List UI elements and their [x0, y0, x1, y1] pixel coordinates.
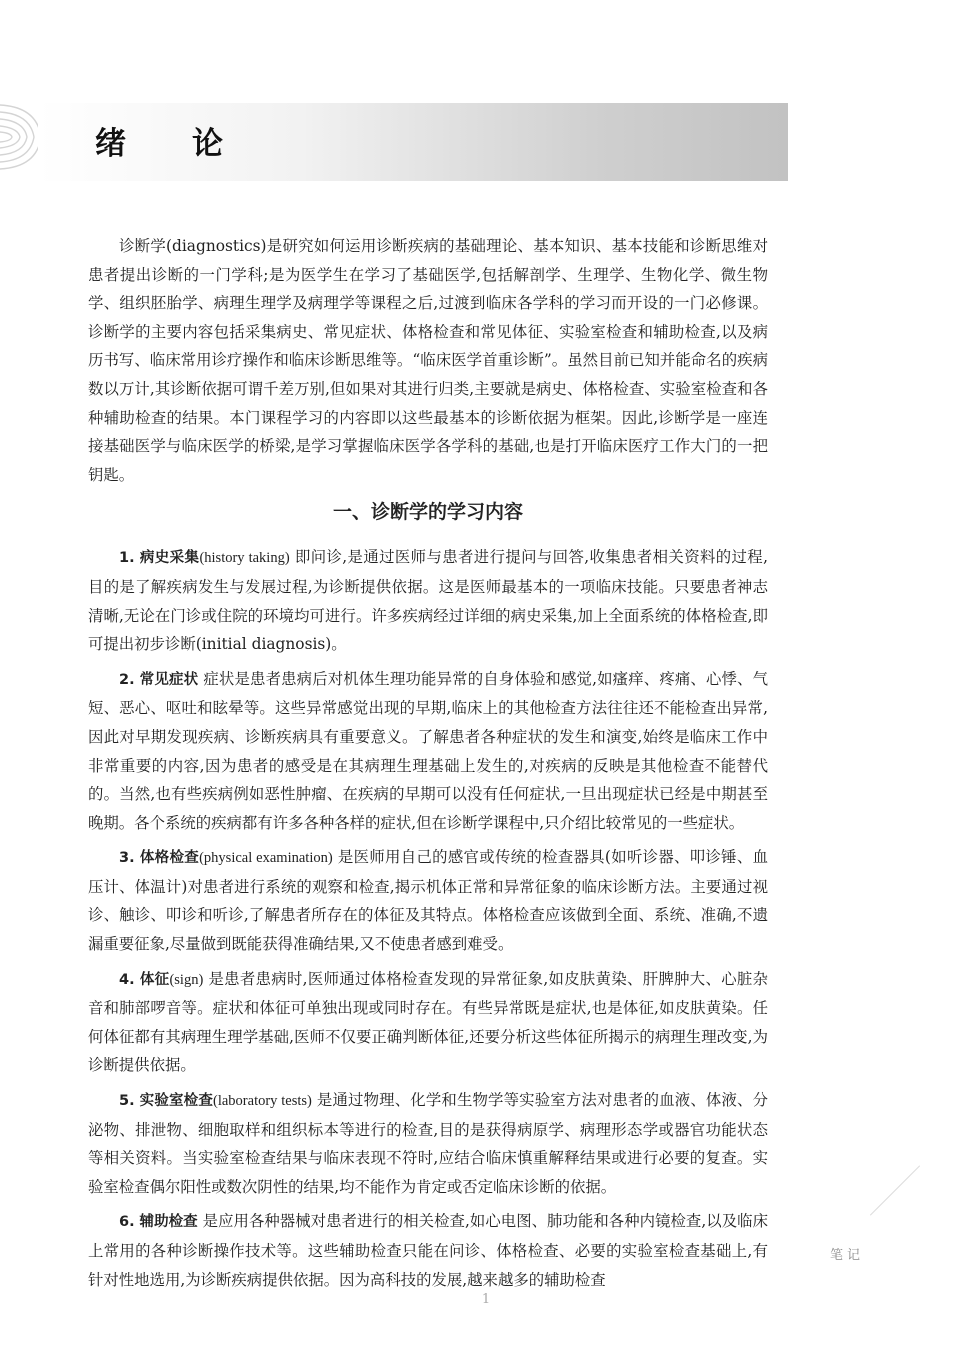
margin-note-label: 笔记 — [830, 1248, 865, 1263]
item-name: 体格检查 — [139, 850, 200, 867]
margin-note-line — [870, 1165, 920, 1215]
page-number: 1 — [481, 1292, 491, 1307]
section-heading: 一、诊断学的学习内容 — [332, 501, 523, 524]
page-body — [88, 232, 768, 1300]
item-name: 体征 — [139, 971, 170, 988]
item-text: 即问诊,是通过医师与患者进行提问与回答,收集患者相关资料的过程,目的是了解疾病发生与发展过程,为诊断提供依据。这是医师最基本的一项临床技能。只要患者神志清晰,无论在门诊或住院的环境均可进行。许多疾病经过详细的病史采集,加上全面系统的体格检查,即可提出初步诊断(initial diagnosis)。 — [88, 548, 768, 654]
item-number: 6. — [119, 1214, 135, 1231]
item-term: (history taking) — [199, 550, 290, 567]
item-text: 是应用各种器械对患者进行的相关检查,如心电图、肺功能和各种内镜检查,以及临床上常用的各种诊断操作技术等。这些辅助检查只能在问诊、体格检查、必要的实验室检查基础上,有针对性地选用,为诊断疾病提供依据。因为高科技的发展,越来越多的辅助检查 — [88, 1212, 768, 1289]
chapter-title — [95, 118, 223, 163]
item-number: 4. — [119, 971, 135, 988]
item-paragraph — [88, 1086, 768, 1201]
item-name: 实验室检查 — [139, 1093, 214, 1110]
item-text: 是患者患病时,医师通过体格检查发现的异常征象,如皮肤黄染、肝脾肿大、心脏杂音和肺部啰音等。症状和体征可单独出现或同时存在。有些异常既是症状,也是体征,如皮肤黄染。任何体征都有其病理生理学基础,医师不仅要正确判断体征,还要分析这些体征所揭示的病理生理改变,为诊断提供依据。 — [88, 969, 768, 1075]
item-name: 病史采集 — [139, 550, 200, 567]
item-number: 2. — [119, 671, 135, 688]
item-number: 3. — [119, 850, 135, 867]
item-term: (sign) — [169, 971, 204, 988]
item-name: 常见症状 — [139, 671, 199, 688]
item-paragraph — [88, 1207, 768, 1294]
item-paragraph — [88, 543, 768, 658]
intro-paragraph: 诊断学(diagnostics)是研究如何运用诊断疾病的基础理论、基本知识、基本技能和诊断思维对患者提出诊断的一门学科;是为医学生在学习了基础医学,包括解剖学、生理学、生物化学、微生物学、组织胚胎学、病理生理学及病理学等课程之后,过渡到临床各学科的学习而开设的一门必修课。诊断学的主要内容包括采集病史、常见症状、体格检查和常见体征、实验室检查和辅助检查,以及病历书写、临床常用诊疗操作和临床诊断思维等。“临床医学首重诊断”。虽然目前已知并能命名的疾病数以万计,其诊断依据可谓千差万别,但如果对其进行归类,主要就是病史、体格检查、实验室检查和各种辅助检查的结果。本门课程学习的内容即以这些最基本的诊断依据为框架。因此,诊断学是一座连接基础医学与临床医学的桥梁,是学习掌握临床医学各学科的基础,也是打开临床医疗工作大门的一把钥匙。 — [88, 237, 768, 484]
item-text: 是通过物理、化学和生物学等实验室方法对患者的血液、体液、分泌物、排泄物、细胞取样和组织标本等进行的检查,目的是获得病原学、病理形态学或器官功能状态等相关资料。当实验室检查结果与临床表现不符时,应结合临床慎重解释结果或进行必要的复查。实验室检查偶尔阳性或数次阴性的结果,均不能作为肯定或否定临床诊断的依据。 — [88, 1091, 768, 1196]
item-term: (laboratory tests) — [213, 1093, 312, 1110]
item-paragraph — [88, 843, 768, 958]
chapter-title-char-1: 绪 — [95, 126, 126, 162]
item-number: 5. — [119, 1093, 135, 1110]
item-text: 是医师用自己的感官或传统的检查器具(如听诊器、叩诊锤、血压计、体温计)对患者进行系统的观察和检查,揭示机体正常和异常征象的临床诊断方法。主要通过视诊、触诊、叩诊和听诊,了解患者所存在的体征及其特点。体格检查应该做到全面、系统、准确,不遗漏重要征象,尽量做到既能获得准确结果,又不使患者感到难受。 — [88, 848, 768, 954]
item-name: 辅助检查 — [139, 1214, 198, 1231]
item-paragraph — [88, 965, 768, 1080]
item-paragraph — [88, 665, 768, 838]
chapter-title-char-2: 论 — [192, 126, 223, 162]
item-number: 1. — [119, 550, 135, 567]
item-term: (physical examination) — [199, 850, 333, 867]
item-text: 症状是患者患病后对机体生理功能异常的自身体验和感觉,如瘙痒、疼痛、心悸、气短、恶心、呕吐和眩晕等。这些异常感觉出现的早期,临床上的其他检查方法往往还不能检查出异常,因此对早期发现疾病、诊断疾病具有重要意义。了解患者各种症状的发生和演变,始终是临床工作中非常重要的内容,因为患者的感受是在其病理生理基础上发生的,对疾病的反映是其他检查不能替代的。当然,也有些疾病例如恶性肿瘤、在疾病的早期可以没有任何症状,一旦出现症状已经是中期甚至晚期。各个系统的疾病都有许多各种各样的症状,但在诊断学课程中,只介绍比较常见的一些症状。 — [88, 669, 768, 832]
